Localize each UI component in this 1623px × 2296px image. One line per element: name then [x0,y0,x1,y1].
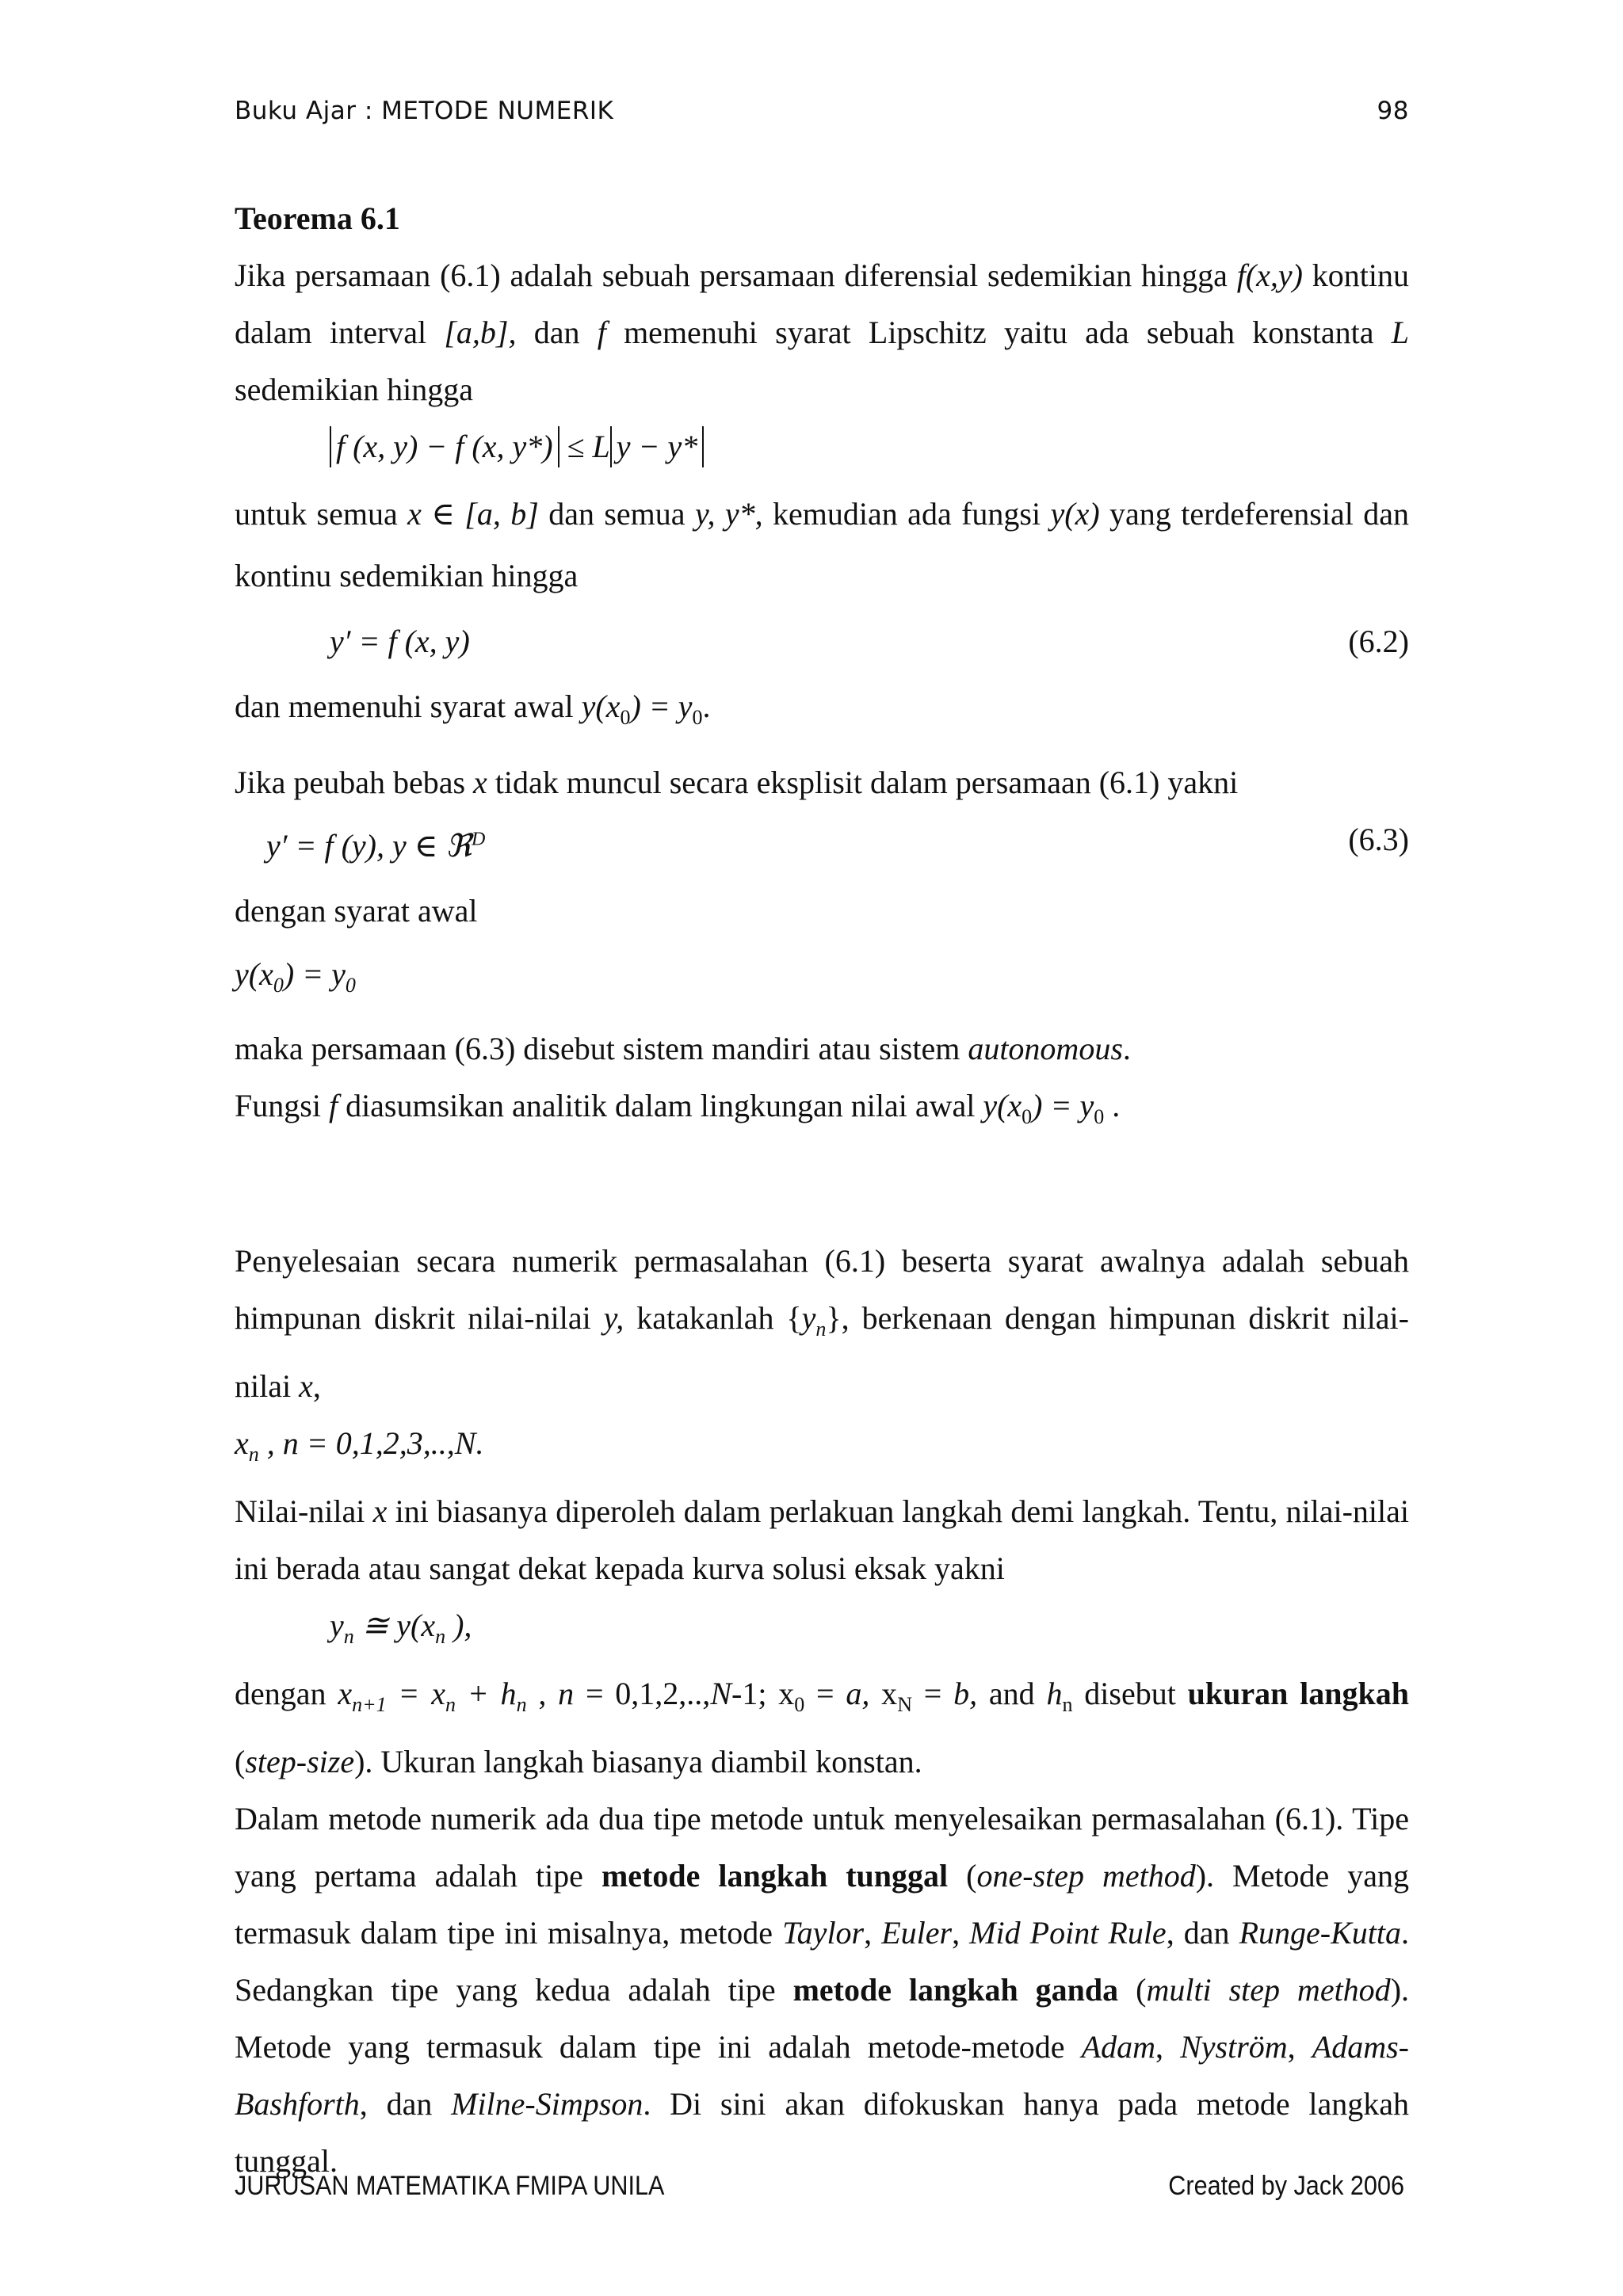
numeric-paragraph-1: Penyelesaian secara numerik permasalahan (6.1) beserta syarat awalnya adalah sebuah himpunan diskrit nilai-nilai y, katakanlah $\{y_n\}$, berkenaan dengan himpunan diskrit nilai-nilai x, [235,1243,1409,1405]
theorem-paragraph-1: Jika persamaan (6.1) adalah sebuah persamaan diferensial sedemikian hingga f(x,y) kontinu dalam interval [a,b], dan f memenuhi syarat Lipschitz yaitu ada sebuah konstanta L sedemikian hingga [235,257,1409,407]
page-footer [235,2171,1404,2202]
equation-number: (6.3) [1348,822,1409,857]
header-title: Buku Ajar : METODE NUMERIK [235,97,614,125]
page-body [235,190,1409,2190]
footer-credit: Created by Jack 2006 [1168,2171,1404,2201]
footer-department: JURUSAN MATEMATIKA FMIPA UNILA [235,2171,665,2201]
numeric-paragraph-3: dengan $x_{n+1} = x_n + h_n$ , n = 0,1,2,..,N-1; $x_0 = a$, $x_N = b$, and $h_n$ disebut ukuran langkah (step-size). Ukuran langkah biasanya diambil konstan. [235,1676,1410,1780]
approximation-equation: $y_n$ ≅ $y(x_n$ ), [330,1608,472,1649]
spacer [235,1146,1409,1233]
page-number: 98 [1377,97,1409,125]
equation-6-2: y′ = f (x, y) (6.2) [235,613,1409,670]
theorem-paragraph-7: Fungsi f diasumsikan analitik dalam lingkungan nilai awal $y(x_0) = y_0$ . [235,1088,1121,1129]
theorem-paragraph-6: maka persamaan (6.3) disebut sistem mandiri atau sistem autonomous. [235,1031,1131,1067]
theorem-paragraph-4: Jika peubah bebas x tidak muncul secara eksplisit dalam persamaan (6.1) yakni [235,765,1239,800]
theorem-paragraph-3: dan memenuhi syarat awal $y(x_0) = y_0$. [235,688,711,729]
initial-condition-equation: $y(x_0) = y_0$ [235,956,356,997]
theorem-paragraph-2: untuk semua x ∈ [a, b] dan semua y, y*, kemudian ada fungsi y(x) yang terdeferensial dan kontinu sedemikian hingga [235,496,1409,593]
numeric-paragraph-2: Nilai-nilai x ini biasanya diperoleh dalam perlakuan langkah demi langkah. Tentu, nilai-nilai ini berada atau sangat dekat kepada kurva solusi eksak yakni [235,1493,1409,1587]
equation-number: (6.2) [1348,624,1409,659]
equation-6-3: y′ = f (y), y ∈ ℜ$^D$ (6.3) [235,811,1409,875]
theorem-paragraph-5: dengan syarat awal [235,893,478,929]
lipschitz-equation: f (x, y) − f (x, y*) ≤ L y − y* [235,418,1409,475]
theorem-title: Teorema 6.1 [235,200,400,236]
grid-points-equation: $x_n$ , n = 0,1,2,3,..,N. [235,1425,484,1466]
numeric-paragraph-4: Dalam metode numerik ada dua tipe metode untuk menyelesaikan permasalahan (6.1). Tipe yang pertama adalah tipe metode langkah tunggal (one-step method). Metode yang termasuk dalam tipe ini misalnya, metode Taylor, Euler, Mid Point Rule, dan Runge-Kutta. Sedangkan tipe yang kedua adalah tipe metode langkah ganda (multi step method). Metode yang termasuk dalam tipe ini adalah metode-metode Adam, Nyström, Adams-Bashforth, dan Milne-Simpson. Di sini akan difokuskan hanya pada metode langkah tunggal. [235,1801,1410,2180]
page-header [235,97,1409,125]
